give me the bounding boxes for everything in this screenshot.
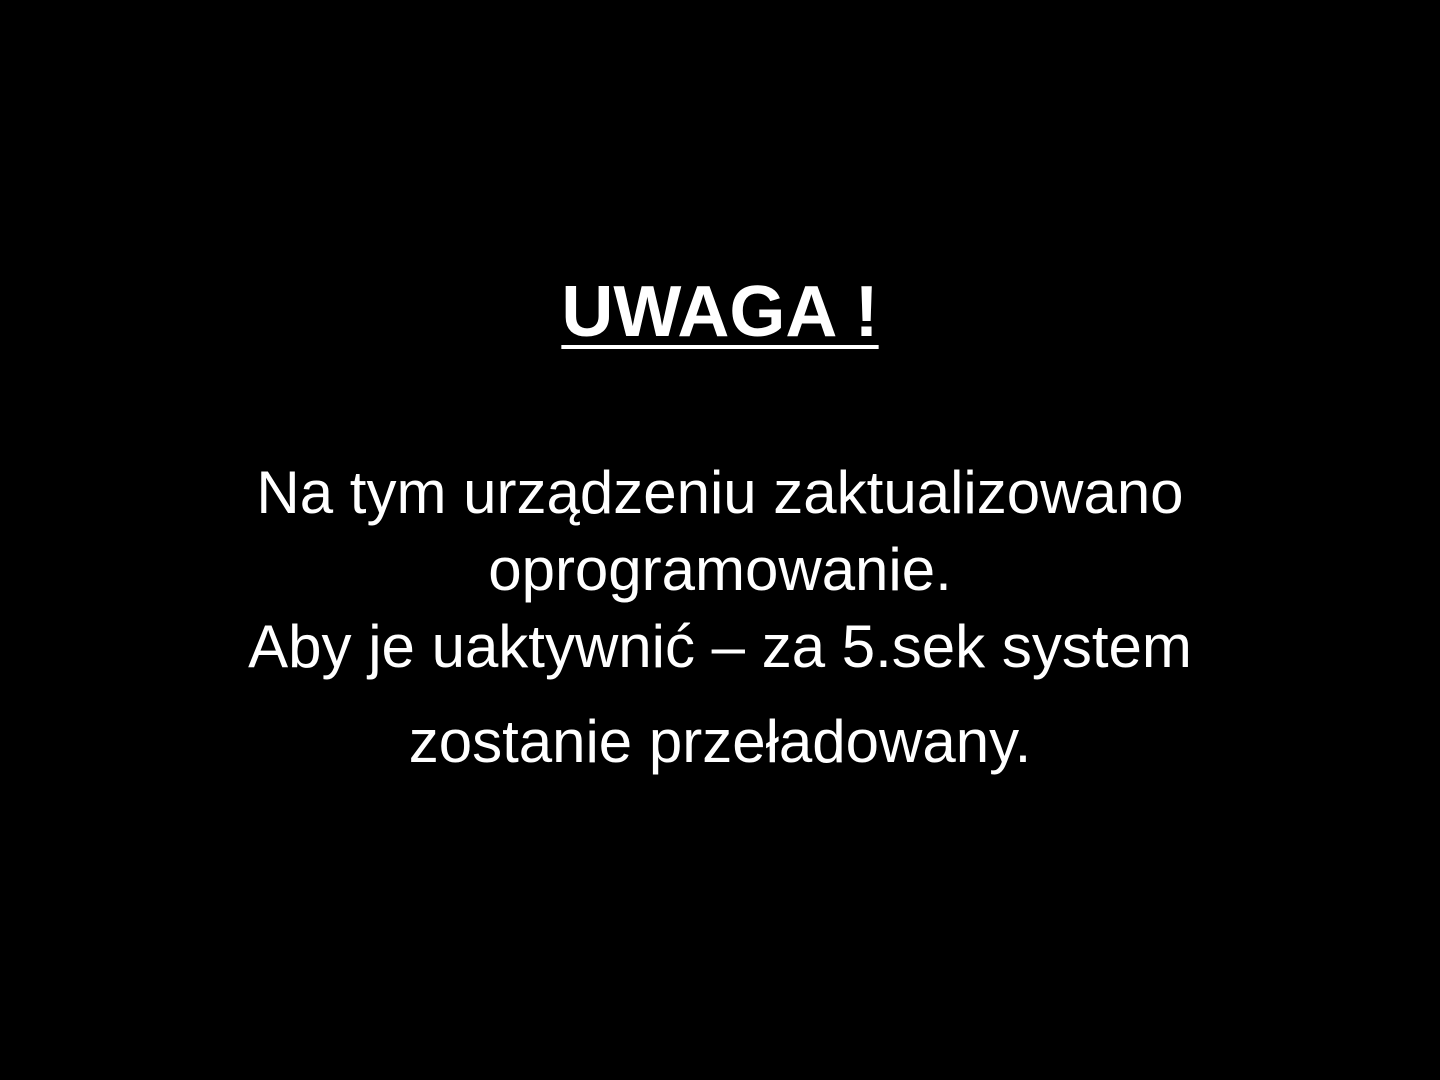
alert-title xyxy=(0,270,1440,354)
alert-message-line-2: oprogramowanie. xyxy=(488,536,952,603)
alert-title-text: UWAGA ! xyxy=(561,272,879,352)
alert-message-line-3: Aby je uaktywnić – za 5.sek system xyxy=(248,613,1192,680)
alert-message-line-4: zostanie przeładowany. xyxy=(408,708,1032,775)
alert-message-line-1: Na tym urządzeniu zaktualizowano xyxy=(256,459,1184,526)
